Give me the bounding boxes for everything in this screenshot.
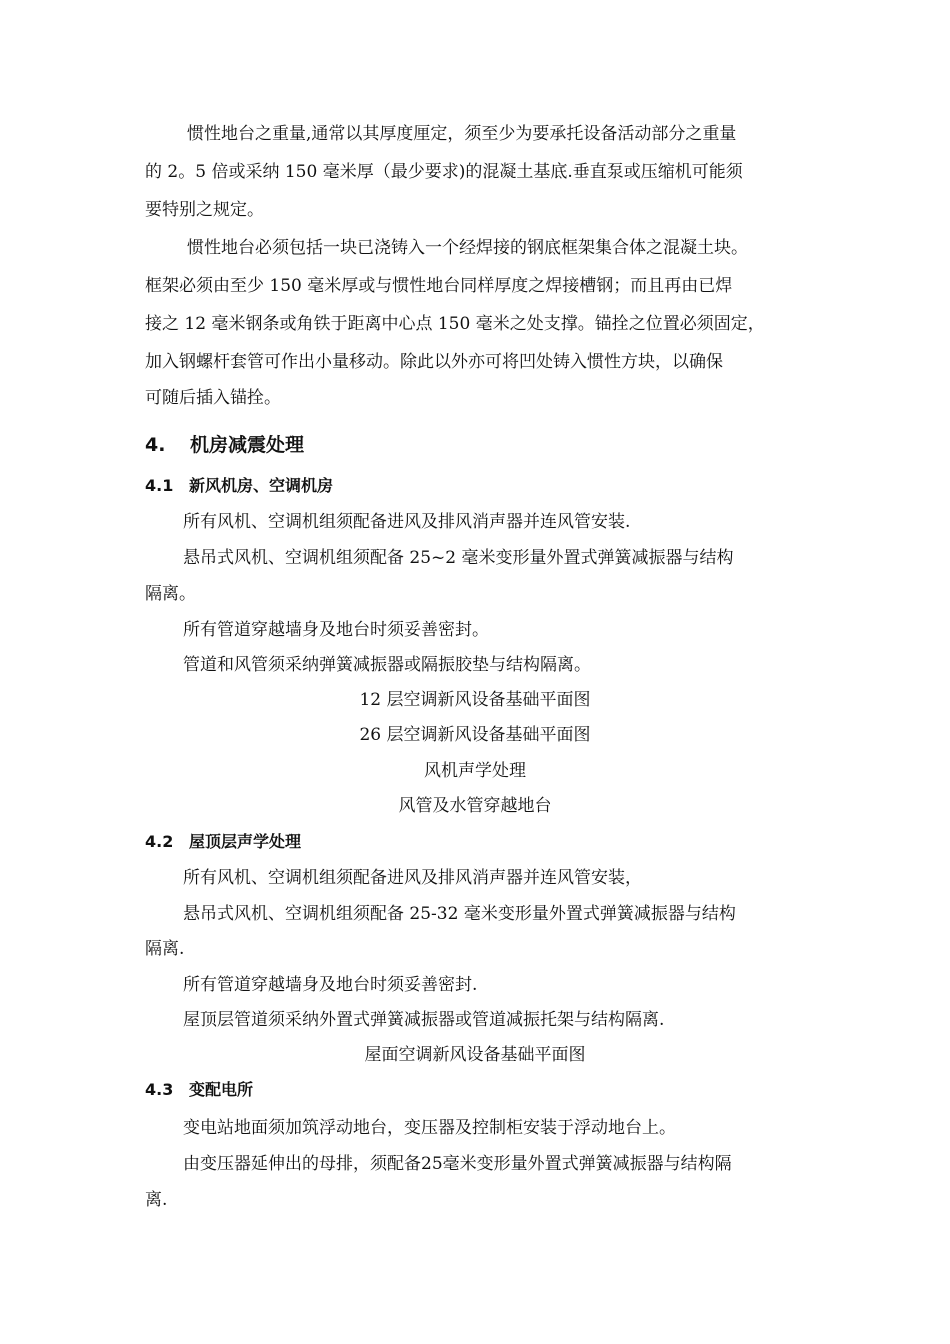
paragraph-line: 可随后插入锚拴。 [145, 388, 281, 408]
paragraph-line: 管道和风管须采纳弹簧减振器或隔振胶垫与结构隔离。 [183, 655, 591, 675]
paragraph-line: 接之 12 毫米钢条或角铁于距离中心点 150 毫米之处支撑。锚拴之位置必须固定， [145, 314, 765, 334]
paragraph-line: 隔离. [145, 939, 185, 959]
paragraph-line: 加入钢螺杆套管可作出小量移动。除此以外亦可将凹处铸入惯性方块，以确保 [145, 352, 723, 372]
paragraph-line: 所有管道穿越墙身及地台时须妥善密封。 [183, 620, 489, 640]
paragraph-line: 离. [145, 1190, 168, 1210]
paragraph-line: 屋顶层管道须采纳外置式弹簧减振器或管道减振托架与结构隔离. [183, 1010, 665, 1030]
figure-caption: 屋面空调新风设备基础平面图 [364, 1045, 586, 1065]
paragraph-line: 隔离。 [145, 584, 196, 604]
paragraph-line: 悬吊式风机、空调机组须配备 25-32 毫米变形量外置式弹簧减振器与结构 [183, 904, 736, 924]
paragraph-line: 惯性地台之重量,通常以其厚度厘定，须至少为要承托设备活动部分之重量 [187, 124, 737, 144]
paragraph-line: 框架必须由至少 150 毫米厚或与惯性地台同样厚度之焊接槽钢；而且再由已焊 [145, 276, 733, 296]
paragraph-line: 所有风机、空调机组须配备进风及排风消声器并连风管安装， [183, 868, 642, 888]
section-heading [145, 436, 304, 455]
subsection-number: 4.3 [145, 1080, 174, 1099]
subsection-title: 新风机房、空调机房 [189, 476, 334, 495]
figure-caption: 12 层空调新风设备基础平面图 [359, 690, 591, 710]
subsection-heading [145, 1082, 253, 1098]
subsection-heading [145, 834, 301, 850]
paragraph-line: 悬吊式风机、空调机组须配备 25~2 毫米变形量外置式弹簧减振器与结构 [183, 548, 734, 568]
paragraph-line: 的 2。5 倍或采纳 150 毫米厚（最少要求)的混凝土基底.垂直泵或压缩机可能须 [145, 162, 743, 182]
subsection-heading [145, 478, 333, 494]
paragraph-line: 所有风机、空调机组须配备进风及排风消声器并连风管安装. [183, 512, 631, 532]
paragraph-line: 要特别之规定。 [145, 200, 264, 220]
subsection-title: 屋顶层声学处理 [189, 832, 302, 851]
subsection-number: 4.1 [145, 476, 174, 495]
figure-caption: 26 层空调新风设备基础平面图 [359, 725, 591, 745]
paragraph-line: 由变压器延伸出的母排，须配备25毫米变形量外置式弹簧减振器与结构隔 [183, 1154, 732, 1174]
section-number: 4. [145, 434, 166, 456]
paragraph-line: 变电站地面须加筑浮动地台，变压器及控制柜安装于浮动地台上。 [183, 1118, 676, 1138]
paragraph-line: 所有管道穿越墙身及地台时须妥善密封. [183, 975, 478, 995]
figure-caption: 风机声学处理 [424, 761, 526, 781]
paragraph-line: 惯性地台必须包括一块已浇铸入一个经焊接的钢底框架集合体之混凝土块。 [187, 238, 748, 258]
section-title: 机房减震处理 [190, 434, 305, 456]
subsection-number: 4.2 [145, 832, 174, 851]
subsection-title: 变配电所 [189, 1080, 254, 1099]
figure-caption: 风管及水管穿越地台 [398, 796, 552, 816]
